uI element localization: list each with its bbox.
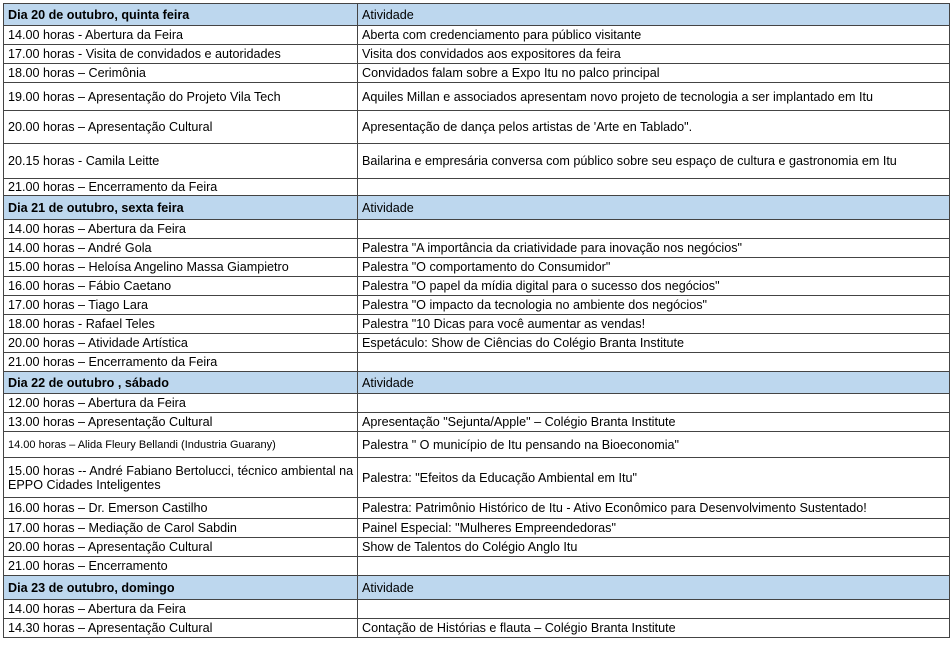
activity-cell: [358, 220, 950, 239]
activity-cell: Aquiles Millan e associados apresentam novo projeto de tecnologia a ser implantado em Itu: [358, 83, 950, 111]
activity-cell: Convidados falam sobre a Expo Itu no palco principal: [358, 64, 950, 83]
activity-cell: [358, 600, 950, 619]
time-cell: 15.00 horas – Heloísa Angelino Massa Giampietro: [4, 258, 358, 277]
day-header: Dia 23 de outubro, domingo: [4, 576, 358, 600]
time-cell: 20.00 horas – Apresentação Cultural: [4, 111, 358, 144]
table-row: [4, 498, 950, 519]
activity-cell: Palestra "10 Dicas para você aumentar as vendas!: [358, 315, 950, 334]
time-cell: 16.00 horas – Fábio Caetano: [4, 277, 358, 296]
table-row: [4, 458, 950, 498]
table-row: [4, 258, 950, 277]
activity-cell: [358, 179, 950, 196]
time-cell: 21.00 horas – Encerramento: [4, 557, 358, 576]
schedule-table: [3, 3, 950, 638]
table-row: [4, 144, 950, 179]
table-row: [4, 239, 950, 258]
time-cell: 18.00 horas - Rafael Teles: [4, 315, 358, 334]
table-row: [4, 353, 950, 372]
time-cell: 20.00 horas – Apresentação Cultural: [4, 538, 358, 557]
table-row: [4, 519, 950, 538]
table-row: [4, 432, 950, 458]
time-cell: 17.00 horas – Tiago Lara: [4, 296, 358, 315]
day-header: Dia 22 de outubro , sábado: [4, 372, 358, 394]
activity-cell: [358, 557, 950, 576]
activity-cell: Apresentação "Sejunta/Apple" – Colégio Branta Institute: [358, 413, 950, 432]
table-row: [4, 83, 950, 111]
table-row: [4, 557, 950, 576]
table-row: [4, 538, 950, 557]
table-row: [4, 277, 950, 296]
activity-column-header: Atividade: [358, 4, 950, 26]
activity-cell: Aberta com credenciamento para público visitante: [358, 26, 950, 45]
table-row: [4, 111, 950, 144]
table-row: [4, 179, 950, 196]
activity-cell: Palestra "A importância da criatividade para inovação nos negócios": [358, 239, 950, 258]
activity-cell: Palestra: Patrimônio Histórico de Itu - Ativo Econômico para Desenvolvimento Sustentado!: [358, 498, 950, 519]
time-cell: 14.00 horas – Abertura da Feira: [4, 220, 358, 239]
activity-cell: Contação de Histórias e flauta – Colégio Branta Institute: [358, 619, 950, 638]
time-cell: 14.00 horas – Alida Fleury Bellandi (Industria Guarany): [4, 432, 358, 458]
time-cell: 20.15 horas - Camila Leitte: [4, 144, 358, 179]
time-cell: 19.00 horas – Apresentação do Projeto Vila Tech: [4, 83, 358, 111]
time-cell: 17.00 horas – Mediação de Carol Sabdin: [4, 519, 358, 538]
activity-cell: Visita dos convidados aos expositores da feira: [358, 45, 950, 64]
activity-cell: Apresentação de dança pelos artistas de 'Arte en Tablado".: [358, 111, 950, 144]
activity-cell: Palestra: "Efeitos da Educação Ambiental em Itu": [358, 458, 950, 498]
table-row: [4, 45, 950, 64]
time-cell: 18.00 horas – Cerimônia: [4, 64, 358, 83]
day-header-row: [4, 196, 950, 220]
activity-cell: [358, 353, 950, 372]
time-cell: 20.00 horas – Atividade Artística: [4, 334, 358, 353]
table-row: [4, 64, 950, 83]
time-cell: 16.00 horas – Dr. Emerson Castilho: [4, 498, 358, 519]
table-row: [4, 334, 950, 353]
activity-column-header: Atividade: [358, 372, 950, 394]
time-cell: 21.00 horas – Encerramento da Feira: [4, 353, 358, 372]
activity-cell: Painel Especial: "Mulheres Empreendedoras": [358, 519, 950, 538]
day-header-row: [4, 4, 950, 26]
table-row: [4, 619, 950, 638]
table-row: [4, 413, 950, 432]
activity-cell: Palestra " O município de Itu pensando na Bioeconomia": [358, 432, 950, 458]
activity-cell: Palestra "O impacto da tecnologia no ambiente dos negócios": [358, 296, 950, 315]
day-header: Dia 21 de outubro, sexta feira: [4, 196, 358, 220]
time-cell: 14.00 horas - Abertura da Feira: [4, 26, 358, 45]
time-cell: 14.30 horas – Apresentação Cultural: [4, 619, 358, 638]
activity-cell: [358, 394, 950, 413]
day-header-row: [4, 372, 950, 394]
time-cell: 12.00 horas – Abertura da Feira: [4, 394, 358, 413]
table-row: [4, 26, 950, 45]
table-row: [4, 600, 950, 619]
time-cell: 13.00 horas – Apresentação Cultural: [4, 413, 358, 432]
table-row: [4, 315, 950, 334]
activity-cell: Show de Talentos do Colégio Anglo Itu: [358, 538, 950, 557]
activity-column-header: Atividade: [358, 576, 950, 600]
table-row: [4, 296, 950, 315]
activity-cell: Espetáculo: Show de Ciências do Colégio Branta Institute: [358, 334, 950, 353]
time-cell: 14.00 horas – Abertura da Feira: [4, 600, 358, 619]
day-header: Dia 20 de outubro, quinta feira: [4, 4, 358, 26]
activity-cell: Bailarina e empresária conversa com público sobre seu espaço de cultura e gastronomia em Itu: [358, 144, 950, 179]
time-cell: 21.00 horas – Encerramento da Feira: [4, 179, 358, 196]
time-cell: 17.00 horas - Visita de convidados e autoridades: [4, 45, 358, 64]
activity-cell: Palestra "O papel da mídia digital para o sucesso dos negócios": [358, 277, 950, 296]
time-cell: 14.00 horas – André Gola: [4, 239, 358, 258]
activity-column-header: Atividade: [358, 196, 950, 220]
time-cell: 15.00 horas -- André Fabiano Bertolucci, técnico ambiental na EPPO Cidades Inteligentes: [4, 458, 358, 498]
table-row: [4, 220, 950, 239]
activity-cell: Palestra "O comportamento do Consumidor": [358, 258, 950, 277]
day-header-row: [4, 576, 950, 600]
table-row: [4, 394, 950, 413]
